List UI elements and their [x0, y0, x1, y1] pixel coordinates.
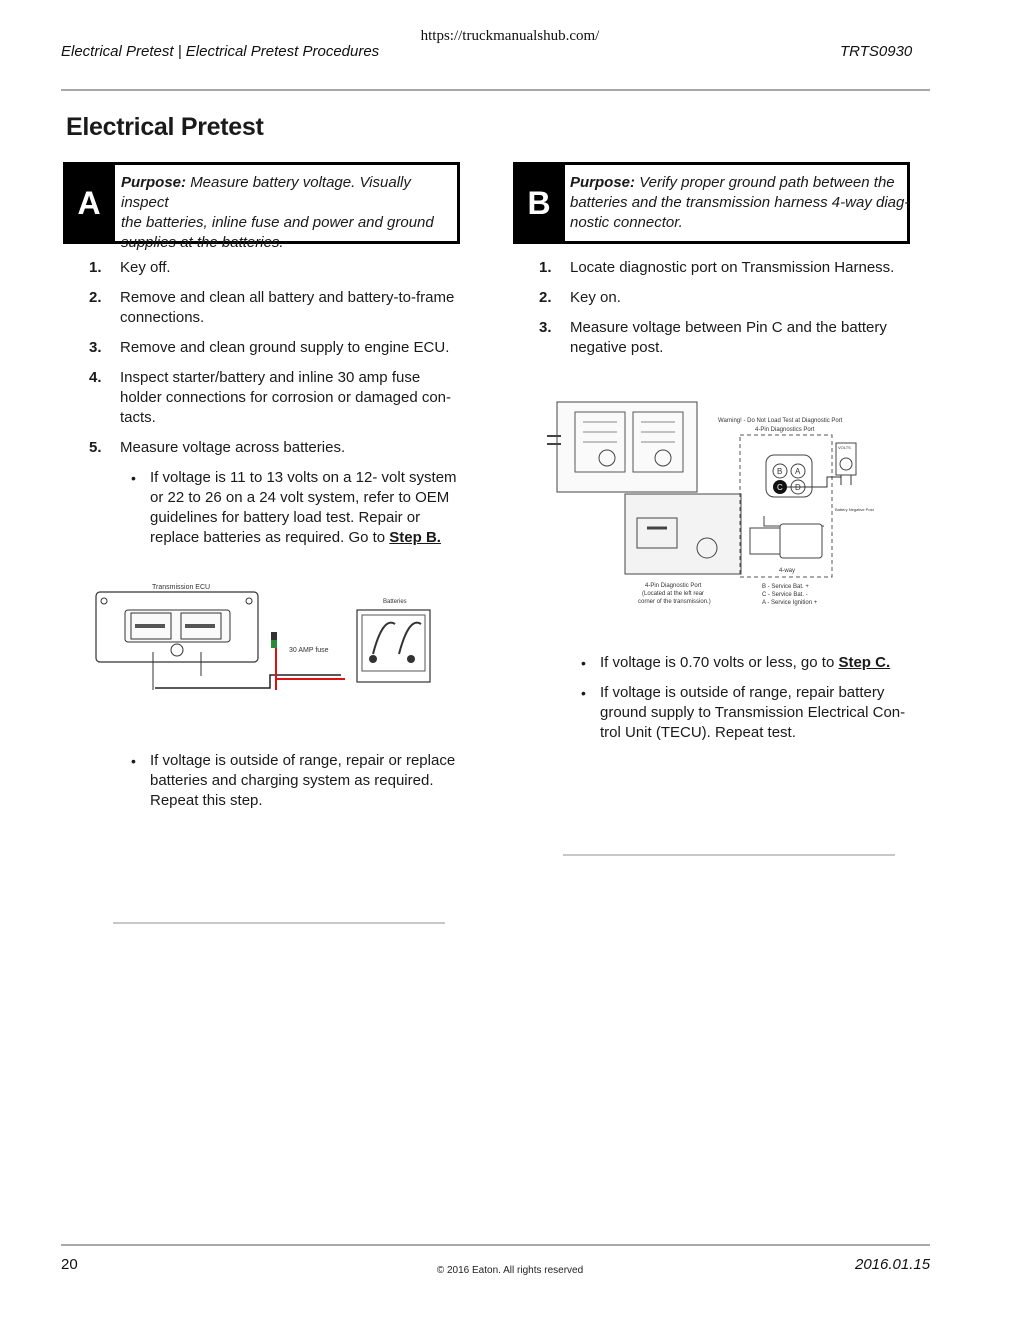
bullet-text [600, 653, 920, 673]
pin-a-label: A [795, 467, 801, 476]
pin-c-label: C [777, 483, 783, 492]
diagnostic-port-diagram [547, 398, 882, 613]
fourway-label: 4-way [779, 568, 796, 574]
fuse-label: 30 AMP fuse [289, 647, 329, 654]
step-line: tacts. [120, 409, 156, 426]
section-end-rule-b [563, 854, 895, 856]
header-doc-code: TRTS0930 [840, 43, 913, 60]
purpose-line: batteries and the transmission harness 4-way diag- [570, 194, 910, 211]
step-number: 1. [539, 259, 552, 276]
step-line: negative post. [570, 339, 664, 356]
diag-port-line: 4-Pin Diagnostic Port [645, 583, 702, 589]
step-number: 2. [89, 289, 102, 306]
bullet-marker: • [581, 655, 586, 671]
warning-text: Warning! - Do Not Load Test at Diagnostic Port [718, 418, 843, 424]
step-number: 2. [539, 289, 552, 306]
step-letter-b: B [513, 162, 565, 244]
bullet-line: trol Unit (TECU). Repeat test. [600, 724, 796, 741]
header-rule [61, 89, 930, 91]
step-text [120, 368, 451, 428]
purpose-line: the batteries, inline fuse and power and ground [121, 214, 434, 231]
step-line: Measure voltage between Pin C and the battery [570, 319, 887, 336]
diag-port-line: (Located at the left rear [642, 591, 705, 597]
neg-post-label: Battery Negative Post [835, 507, 874, 512]
step-number: 3. [539, 319, 552, 336]
diag-port-line: corner of the transmission.) [638, 599, 711, 605]
step-text: Locate diagnostic port on Transmission Harness. [570, 259, 895, 276]
pin-d-label: D [795, 483, 801, 492]
bullet-line: Repeat this step. [150, 792, 263, 809]
step-number: 1. [89, 259, 102, 276]
bullet-line: ground supply to Transmission Electrical Con- [600, 704, 906, 721]
section-end-rule-a [113, 922, 445, 924]
bullet-text [600, 683, 920, 743]
step-letter-a: A [63, 162, 115, 244]
meter-label: VOLTS [838, 445, 851, 450]
bullet-line: If voltage is outside of range, repair battery [600, 684, 885, 701]
port-label: 4-Pin Diagnostics Port [755, 427, 815, 433]
page-number: 20 [61, 1256, 78, 1273]
pin-legend-line: C - Service Bat. - [762, 592, 808, 598]
purpose-label-a: Purpose: [121, 174, 187, 191]
ecu-label: Transmission ECU [152, 584, 211, 591]
step-text [570, 318, 887, 358]
bullet-line: or 22 to 26 on a 24 volt system, refer to OEM [150, 489, 450, 506]
batteries-label: Batteries [383, 599, 407, 605]
purpose-text-b [570, 173, 910, 233]
bullet-marker: • [131, 753, 136, 769]
step-number: 3. [89, 339, 102, 356]
bullet-text [150, 468, 480, 548]
purpose-line: Measure battery voltage. Visually inspect [121, 174, 411, 211]
step-number: 4. [89, 369, 102, 386]
pin-b-label: B [777, 467, 783, 476]
bullet-line: If voltage is 11 to 13 volts on a 12- volt system [150, 469, 457, 486]
step-line: Inspect starter/battery and inline 30 amp fuse [120, 369, 421, 386]
bullet-marker: • [581, 685, 586, 701]
step-b-link[interactable]: Step B. [389, 529, 441, 546]
step-c-link[interactable]: Step C. [838, 654, 891, 671]
bullet-line: If voltage is outside of range, repair or replace [150, 752, 456, 769]
step-line: Remove and clean all battery and battery-to-frame [120, 289, 455, 306]
bullet-line: guidelines for battery load test. Repair or [150, 509, 421, 526]
bullet-text [150, 751, 470, 811]
bullet-line: replace batteries as required. Go to [150, 529, 390, 546]
bullet-line: batteries and charging system as required. [150, 772, 434, 789]
step-line: connections. [120, 309, 205, 326]
pin-legend-line: B - Service Bat. + [762, 584, 809, 590]
page-title: Electrical Pretest [66, 113, 264, 141]
step-text [120, 288, 454, 328]
step-line: holder connections for corrosion or damaged con- [120, 389, 452, 406]
pin-legend-line: A - Service Ignition + [762, 600, 818, 606]
purpose-box-b [513, 162, 910, 244]
copyright: © 2016 Eaton. All rights reserved [436, 1265, 584, 1276]
step-text: Measure voltage across batteries. [120, 439, 346, 456]
battery-ecu-diagram [95, 580, 445, 690]
source-url: https://truckmanualshub.com/ [420, 28, 600, 44]
bullet-marker: • [131, 470, 136, 486]
purpose-label-b: Purpose: [570, 174, 636, 191]
purpose-line: Verify proper ground path between the [639, 174, 895, 191]
step-text: Remove and clean ground supply to engine ECU. [120, 339, 450, 356]
footer-rule [61, 1244, 930, 1246]
bullet-line: If voltage is 0.70 volts or less, go to [600, 654, 839, 671]
purpose-text-a [121, 173, 461, 253]
step-text: Key off. [120, 259, 171, 276]
step-number: 5. [89, 439, 102, 456]
purpose-line: supplies at the batteries. [121, 234, 284, 251]
header-section: Electrical Pretest | Electrical Pretest Procedures [61, 43, 380, 60]
step-text: Key on. [570, 289, 621, 306]
purpose-line: nostic connector. [570, 214, 683, 231]
revision-date: 2016.01.15 [855, 1256, 931, 1273]
purpose-box-a [63, 162, 460, 251]
